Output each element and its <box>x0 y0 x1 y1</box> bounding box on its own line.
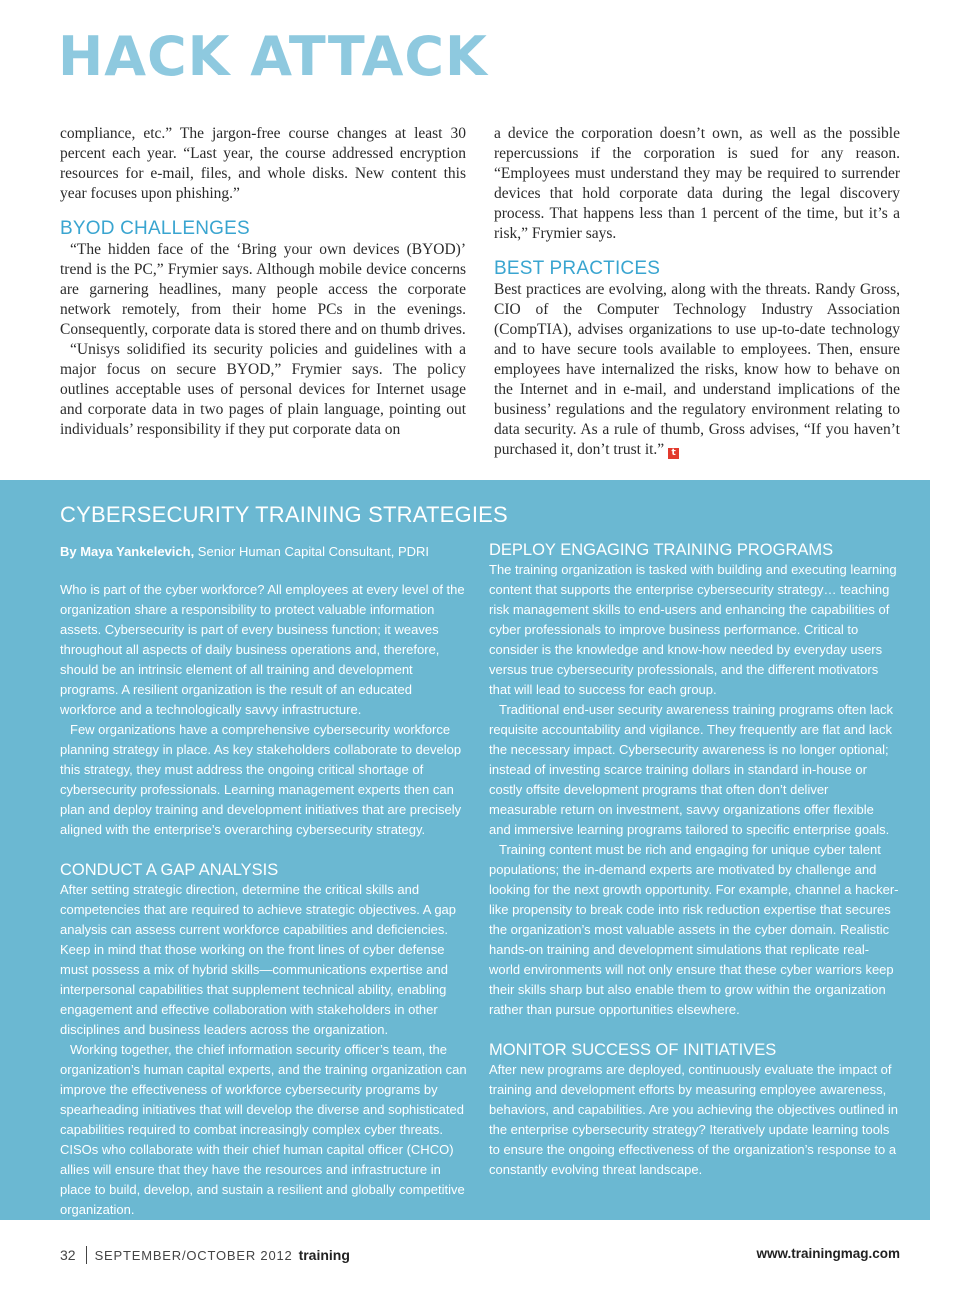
byline-author: By Maya Yankelevich, <box>60 544 195 559</box>
article-column-right <box>494 124 900 460</box>
end-mark-icon: t <box>668 448 679 459</box>
sidebar-title: CYBERSECURITY TRAINING STRATEGIES <box>60 502 508 527</box>
sidebar-box <box>0 480 930 1220</box>
sidebar-paragraph: Traditional end-user security awareness training programs often lack requisite accountability and vigilance. They frequently are flat and lack the necessary impact. Cybersecurity awareness is no longer optional; instead of investing scarce training dollars in standard in-house or costly offsite development programs that often don’t deliver measurable return on investment, savvy organizations offer flexible and immersive learning programs tailored to specific enterprise goals. <box>489 702 894 837</box>
sidebar-paragraph: Few organizations have a comprehensive cybersecurity workforce planning strategy in place. As key stakeholders collaborate to develop this strategy, they must address the ongoing critical shortage of cybersecurity professionals. Learning management experts then can plan and deploy training and development initiatives that are precisely aligned with the enterprise’s overarching cybersecurity strategy. <box>60 722 462 837</box>
spacer <box>489 1020 899 1040</box>
website-url: www.trainingmag.com <box>756 1246 900 1261</box>
sidebar-column-right <box>489 540 899 1180</box>
issue-date: SEPTEMBER/OCTOBER 2012 <box>94 1248 293 1263</box>
byline-role: Senior Human Capital Consultant, PDRI <box>194 544 430 559</box>
sidebar-paragraph: Working together, the chief information security officer’s team, the organization’s human capital experts, and the training organization can improve the effectiveness of workforce cybersecurity programs by spearheading initiatives that will develop the diverse and sophisticated capabilities required to combat increasingly complex cyber threats. CISOs who collaborate with their chief human capital officer (CHCO) allies will ensure that they have the resources and infrastructure in place to build, develop, and sustain a resilient and globally competitive organization. <box>60 1042 467 1217</box>
page-footer <box>60 1246 900 1264</box>
article-paragraph: “The hidden face of the ‘Bring your own devices (BYOD)’ trend is the PC,” Frymier says. Although mobile device concerns are garnering headlines, many people access the corporate network remotely, from their home PCs in the evenings. Consequently, corporate data is stored there and on thumb drives. <box>60 241 466 338</box>
byline <box>60 542 470 562</box>
sidebar-paragraph: After setting strategic direction, determine the critical skills and competencies that are required to achieve strategic objectives. A gap analysis can assess current workforce capabilities and deficiencies. Keep in mind that those working on the front lines of cyber defense must possess a mix of hybrid skills—communications expertise and interpersonal capabilities that supplement technical ability, enabling engagement and effective collaboration with stakeholders in other disciplines and business leaders across the organization. <box>60 882 457 1037</box>
section-banner: HACK ATTACK <box>58 25 488 88</box>
article-column-left <box>60 124 466 440</box>
article-paragraph: a device the corporation doesn’t own, as well as the possible repercussions if the corporation is sued for any reason. “Employees must understand they may be required to surrender devices that hold corporate data during the legal discovery process. That happens less than 1 percent of the time, but it’s a risk,” Frymier says. <box>494 125 900 242</box>
heading-gap-analysis: CONDUCT A GAP ANALYSIS <box>60 861 279 879</box>
article-paragraph-final <box>494 280 900 460</box>
heading-deploy-programs: DEPLOY ENGAGING TRAINING PROGRAMS <box>489 541 834 559</box>
article-paragraph: compliance, etc.” The jargon-free course changes at least 30 percent each year. “Last year, the course addressed encryption resources for e-mail, files, and whole disks. New content this year focuses upon phishing.” <box>60 125 466 202</box>
footer-divider <box>86 1246 87 1264</box>
page-number: 32 <box>60 1247 76 1263</box>
article-paragraph-text: Best practices are evolving, along with the threats. Randy Gross, CIO of the Computer Technology Industry Association (CompTIA), advises organizations to use up-to-date technology and to have secure tools available to employees. Then, ensure employees have internalized the risks, know how to behave on the Internet and in e-mail, and understand implications of the business’ regulations and the regulatory environment relating to data security. As a rule of thumb, Gross advises, “If you haven’t purchased it, don’t trust it.” <box>494 281 900 458</box>
spacer <box>60 840 470 860</box>
sidebar-paragraph: The training organization is tasked with building and executing learning content that supports the enterprise cybersecurity strategy… teaching risk management skills to end-users and enhancing the capabilities of cyber professionals to improve business performance. Critical to consider is the knowledge and know-how needed by everyday users versus true cybersecurity professionals, and the different motivators that will lead to success for each group. <box>489 562 897 697</box>
heading-monitor-success: MONITOR SUCCESS OF INITIATIVES <box>489 1041 777 1059</box>
heading-best-practices: BEST PRACTICES <box>494 258 661 279</box>
heading-byod-challenges: BYOD CHALLENGES <box>60 218 250 239</box>
sidebar-paragraph: Training content must be rich and engaging for unique cyber talent populations; the in-demand experts are motivated by challenge and looking for the next growth opportunity. For example, channel a hacker-like propensity to break code into risk reduction expertise that secures the organization’s most valuable assets in the cyber domain. Realistic hands-on training and development simulations that replicate real-world environments will not only ensure that these cyber warriors keep their skills sharp but also enable them to grow within the organization rather than pursue opportunities elsewhere. <box>489 842 899 1017</box>
sidebar-paragraph: After new programs are deployed, continuously evaluate the impact of training and development efforts by measuring employee awareness, behaviors, and capabilities. Are you achieving the objectives outlined in the enterprise cybersecurity strategy? Iteratively update learning tools to ensure the ongoing effectiveness of the organization’s response to a constantly evolving threat landscape. <box>489 1062 899 1177</box>
sidebar-paragraph: Who is part of the cyber workforce? All employees at every level of the organization share a responsibility to protect valuable information assets. Cybersecurity is part of every business function; it weaves throughout all aspects of daily business operations and, therefore, should be an intrinsic element of all training and development programs. A resilient organization is the result of an educated workforce and a technologically savvy infrastructure. <box>60 582 465 717</box>
magazine-name: training <box>298 1247 350 1263</box>
article-paragraph: “Unisys solidified its security policies and guidelines with a major focus on secure BYOD,” Frymier says. The policy outlines acceptable uses of personal devices for Internet usage and corporate data in two pages of plain language, pointing out individuals’ responsibility if they put corporate data on <box>60 341 466 438</box>
sidebar-column-left <box>60 542 470 1220</box>
